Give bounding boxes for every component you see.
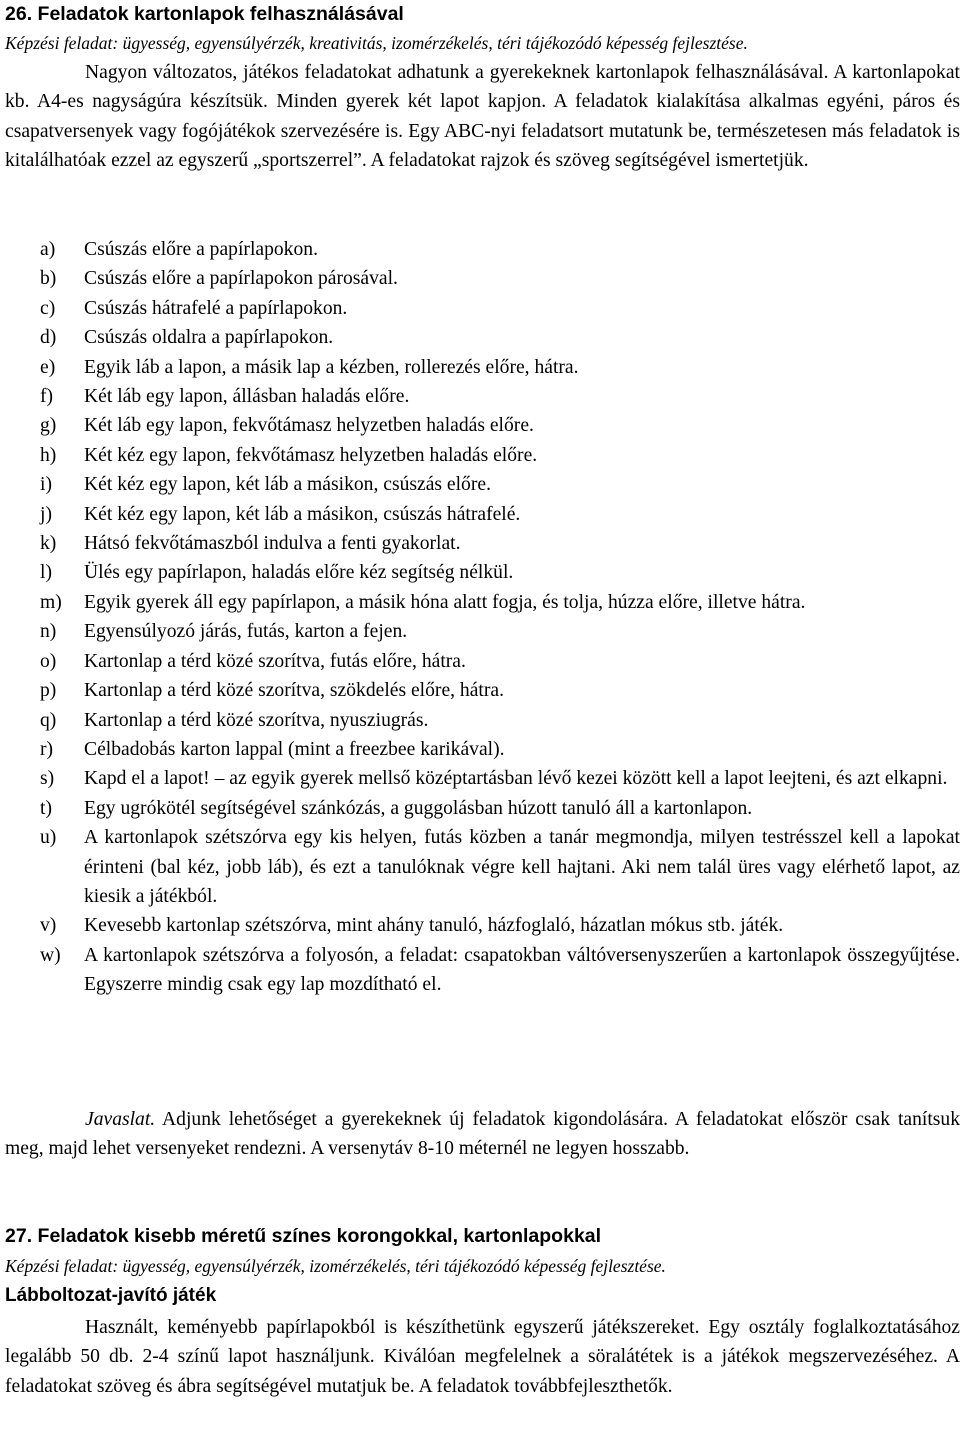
task-text: Csúszás előre a papírlapokon párosával. — [84, 268, 398, 290]
task-text: Hátsó fekvőtámaszból indulva a fenti gyakorlat. — [84, 533, 461, 555]
task-list-item — [0, 823, 960, 911]
task-list-item — [0, 764, 960, 793]
task-text: Kartonlap a térd közé szorítva, futás előre, hátra. — [84, 650, 466, 672]
task-letter: b) — [40, 268, 57, 290]
task-letter: v) — [40, 915, 57, 937]
task-letter: i) — [40, 474, 52, 496]
task-letter: t) — [40, 797, 52, 819]
task-letter: u) — [40, 827, 57, 849]
task-letter: q) — [40, 709, 57, 731]
task-text: Két kéz egy lapon, fekvőtámasz helyzetben haladás előre. — [84, 444, 538, 466]
suggestion-text: Adjunk lehetőséget a gyerekeknek új feladatok kigondolására. A feladatokat először csak tanítsuk meg, majd lehet versenyeket rendezni. A versenytáv 8-10 méternél ne legyen hosszabb. — [5, 1109, 960, 1160]
task-text: Kartonlap a térd közé szorítva, szökdelés előre, hátra. — [84, 680, 504, 702]
task-letter: w) — [40, 944, 61, 966]
section-26-heading — [5, 0, 404, 29]
task-list-item — [0, 706, 960, 735]
task-list-item — [0, 235, 960, 264]
suggestion-label: Javaslat. — [85, 1109, 156, 1130]
task-text: Kevesebb kartonlap szétszórva, mint ahány tanuló, házfoglaló, házatlan mókus stb. játék. — [84, 915, 784, 937]
task-text: Csúszás oldalra a papírlapokon. — [84, 327, 334, 349]
task-text: Egyensúlyozó járás, futás, karton a fejen. — [84, 621, 408, 643]
task-text: Két kéz egy lapon, két láb a másikon, csúszás hátrafelé. — [84, 503, 521, 525]
task-letter: g) — [40, 415, 57, 437]
task-text: Egyik láb a lapon, a másik lap a kézben, rollerezés előre, hátra. — [84, 356, 579, 378]
task-list-item — [0, 647, 960, 676]
task-text: Két láb egy lapon, fekvőtámasz helyzetben haladás előre. — [84, 415, 534, 437]
task-list-item — [0, 529, 960, 558]
section-26-number: 26. — [5, 3, 33, 25]
task-letter: d) — [40, 327, 57, 349]
task-text: Csúszás hátrafelé a papírlapokon. — [84, 297, 348, 319]
task-text: Két láb egy lapon, állásban haladás előre. — [84, 386, 410, 408]
task-text: Egyik gyerek áll egy papírlapon, a másik hóna alatt fogja, és tolja, húzza előre, illetve hátra. — [84, 591, 806, 613]
task-list-item — [0, 941, 960, 1000]
task-text: Ülés egy papírlapon, haladás előre kéz segítség nélkül. — [84, 562, 514, 584]
section-26-intro: Nagyon változatos, játékos feladatokat adhatunk a gyerekeknek kartonlapok felhasználásával. A kartonlapokat kb. A4-es nagyságúra készítsük. Minden gyerek két lapot kapjon. A feladatok kialakítása alkalmas egyéni, páros és csapatversenyek vagy fogójátékok szervezésére is. Egy ABC-nyi feladatsort mutatunk be, természetesen más feladatok is kitalálhatóak ezzel az egyszerű „sportszerrel”. A feladatokat rajzok és szöveg segítségével ismertetjük. — [5, 62, 960, 172]
section-27-title: Feladatok kisebb méretű színes korongokkal, kartonlapokkal — [37, 1225, 602, 1247]
task-letter: n) — [40, 621, 57, 643]
task-list-item — [0, 735, 960, 764]
section-27-number: 27. — [5, 1225, 33, 1247]
task-list-item — [0, 294, 960, 323]
task-letter: c) — [40, 297, 56, 319]
task-text: A kartonlapok szétszórva a folyosón, a feladat: csapatokban váltóversenyszerűen a kartonlapok összegyűjtése. Egyszerre mindig csak egy lap mozdítható el. — [84, 944, 960, 996]
task-list-item — [0, 382, 960, 411]
task-list-item — [0, 588, 960, 617]
section-27-subtitle: Képzési feladat: ügyesség, egyensúlyérzék, izomérzékelés, téri tájékozódó képesség fejlesztése. — [5, 1256, 666, 1276]
section-26-suggestion — [5, 1105, 960, 1164]
task-text: A kartonlapok szétszórva egy kis helyen, futás közben a tanár megmondja, milyen testrésszel kell a lapokat érinteni (bal kéz, jobb láb), és ezt a tanulóknak végre kell hajtani. Aki nem talál üres vagy elérhető lapot, az kiesik a játékból. — [84, 827, 960, 907]
section-26-title: Feladatok kartonlapok felhasználásával — [37, 3, 404, 25]
task-letter: r) — [40, 738, 54, 760]
task-list-item — [0, 411, 960, 440]
task-list-item — [0, 500, 960, 529]
task-text: Kartonlap a térd közé szorítva, nyusziugrás. — [84, 709, 429, 731]
task-letter: o) — [40, 650, 57, 672]
task-text: Célbadobás karton lappal (mint a freezbee karikával). — [84, 738, 505, 760]
task-text: Csúszás előre a papírlapokon. — [84, 239, 318, 260]
task-text: Kapd el a lapot! – az egyik gyerek mellső középtartásban lévő kezei között kell a lapot leejteni, és azt elkapni. — [84, 768, 948, 790]
task-list-item — [0, 470, 960, 499]
task-letter: e) — [40, 356, 56, 378]
section-26-subtitle: Képzési feladat: ügyesség, egyensúlyérzék, kreativitás, izomérzékelés, téri tájékozódó képesség fejlesztése. — [5, 33, 748, 53]
task-letter: s) — [40, 768, 55, 790]
task-list-item — [0, 264, 960, 293]
task-letter: j) — [40, 503, 52, 525]
task-letter: m) — [40, 591, 62, 613]
task-letter: f) — [40, 386, 54, 408]
game-title: Lábboltozat-javító játék — [5, 1285, 217, 1306]
task-text: Két kéz egy lapon, két láb a másikon, csúszás előre. — [84, 474, 491, 496]
task-letter: h) — [40, 444, 57, 466]
task-list-item — [0, 353, 960, 382]
task-list-item — [0, 794, 960, 823]
task-list-item — [0, 558, 960, 587]
task-letter: p) — [40, 680, 57, 702]
task-list-item — [0, 441, 960, 470]
task-list-item — [0, 911, 960, 940]
task-text: Egy ugrókötél segítségével szánkózás, a guggolásban húzott tanuló áll a kartonlapon. — [84, 797, 753, 819]
section-27-heading — [5, 1222, 601, 1251]
task-letter: k) — [40, 533, 57, 555]
task-list-item — [0, 323, 960, 352]
task-letter: l) — [40, 562, 52, 584]
task-list-item — [0, 676, 960, 705]
task-list-item — [0, 617, 960, 646]
section-27-intro: Használt, keményebb papírlapokból is készíthetünk egyszerű játékszereket. Egy osztály foglalkoztatásához legalább 50 db. 2-4 színű lapot használjunk. Kiválóan megfelelnek a söralátétek is a játékok megszervezéséhez. A feladatokat szöveg és ábra segítségével mutatjuk be. A feladatok továbbfejleszthetők. — [5, 1317, 960, 1397]
task-letter: a) — [40, 239, 56, 260]
section-26-task-list — [0, 235, 960, 1000]
